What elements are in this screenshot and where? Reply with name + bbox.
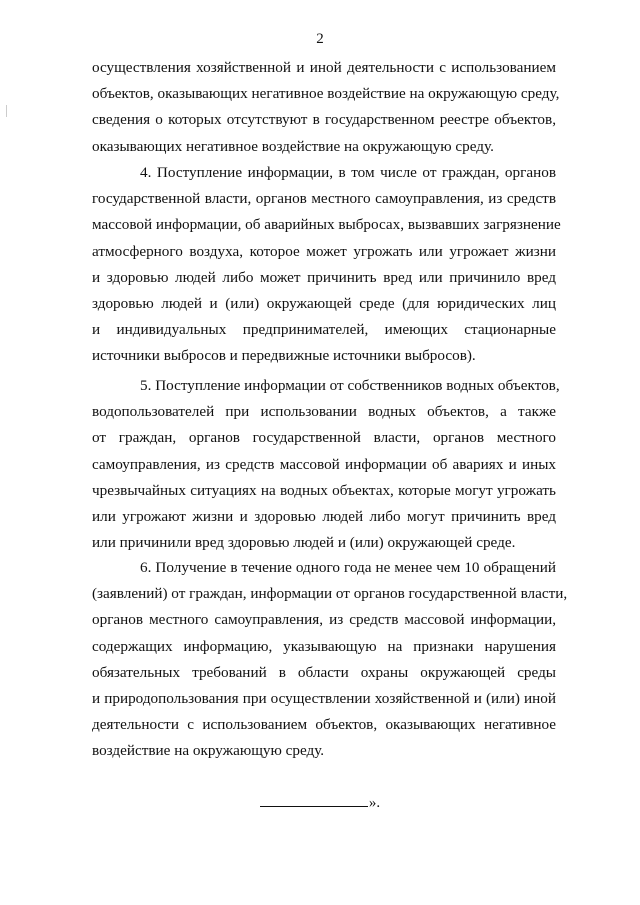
paragraph-2-line: массовой информации, об аварийных выбросах, вызвавших загрязнение — [92, 216, 561, 234]
closing-mark — [0, 795, 640, 812]
paragraph-3-line: самоуправления, из средств массовой информации об авариях и иных — [92, 455, 556, 473]
paragraph-1-line: сведения о которых отсутствуют в государственном реестре объектов, — [92, 111, 556, 129]
paragraph-2-line: государственной власти, органов местного самоуправления, из средств — [92, 190, 556, 208]
paragraph-4-line: деятельности с использованием объектов, оказывающих негативное — [92, 716, 556, 734]
paragraph-4-line: воздействие на окружающую среду. — [92, 742, 325, 760]
paragraph-2-line: и индивидуальных предпринимателей, имеющих стационарные — [92, 321, 556, 339]
paragraph-2-line: и здоровью людей либо может причинить вред или причинило вред — [92, 268, 556, 286]
blank-line — [260, 806, 368, 807]
closing-quote: ». — [368, 795, 381, 811]
paragraph-2-line: атмосферного воздуха, которое может угрожать или угрожает жизни — [92, 242, 556, 260]
paragraph-4-line: обязательных требований в области охраны окружающей среды — [92, 663, 556, 681]
paragraph-3-line: 5. Поступление информации от собственников водных объектов, — [140, 377, 560, 394]
paragraph-3-line: от граждан, органов государственной власти, органов местного — [92, 429, 556, 447]
paragraph-4-line: и природопользования при осуществлении хозяйственной и (или) иной — [92, 690, 556, 707]
paragraph-3-line: водопользователей при использовании водных объектов, а также — [92, 403, 556, 421]
paragraph-2-line: 4. Поступление информации, в том числе от граждан, органов — [140, 164, 556, 181]
paragraph-4-line: содержащих информацию, указывающую на признаки нарушения — [92, 637, 556, 655]
scan-artifact — [6, 105, 7, 117]
paragraph-2-line: источники выбросов и передвижные источники выбросов). — [92, 347, 476, 365]
page-number: 2 — [316, 31, 324, 47]
paragraph-1-line: осуществления хозяйственной и иной деятельности с использованием — [92, 59, 556, 76]
paragraph-1-line: оказывающих негативное воздействие на окружающую среду. — [92, 137, 494, 155]
paragraph-4-line: 6. Получение в течение одного года не менее чем 10 обращений — [140, 559, 556, 576]
paragraph-3-line: или причинили вред здоровью людей и (или) окружающей среде. — [92, 534, 516, 552]
paragraph-3-line: или угрожают жизни и здоровью людей либо могут причинить вред — [92, 508, 556, 525]
paragraph-1-line: объектов, оказывающих негативное воздействие на окружающую среду, — [92, 85, 560, 103]
paragraph-3-line: чрезвычайных ситуациях на водных объектах, которые могут угрожать — [92, 481, 556, 499]
paragraph-4-line: (заявлений) от граждан, информации от органов государственной власти, — [92, 585, 568, 603]
paragraph-4-line: органов местного самоуправления, из средств массовой информации, — [92, 611, 556, 629]
paragraph-2-line: здоровью людей и (или) окружающей среде (для юридических лиц — [92, 295, 556, 312]
